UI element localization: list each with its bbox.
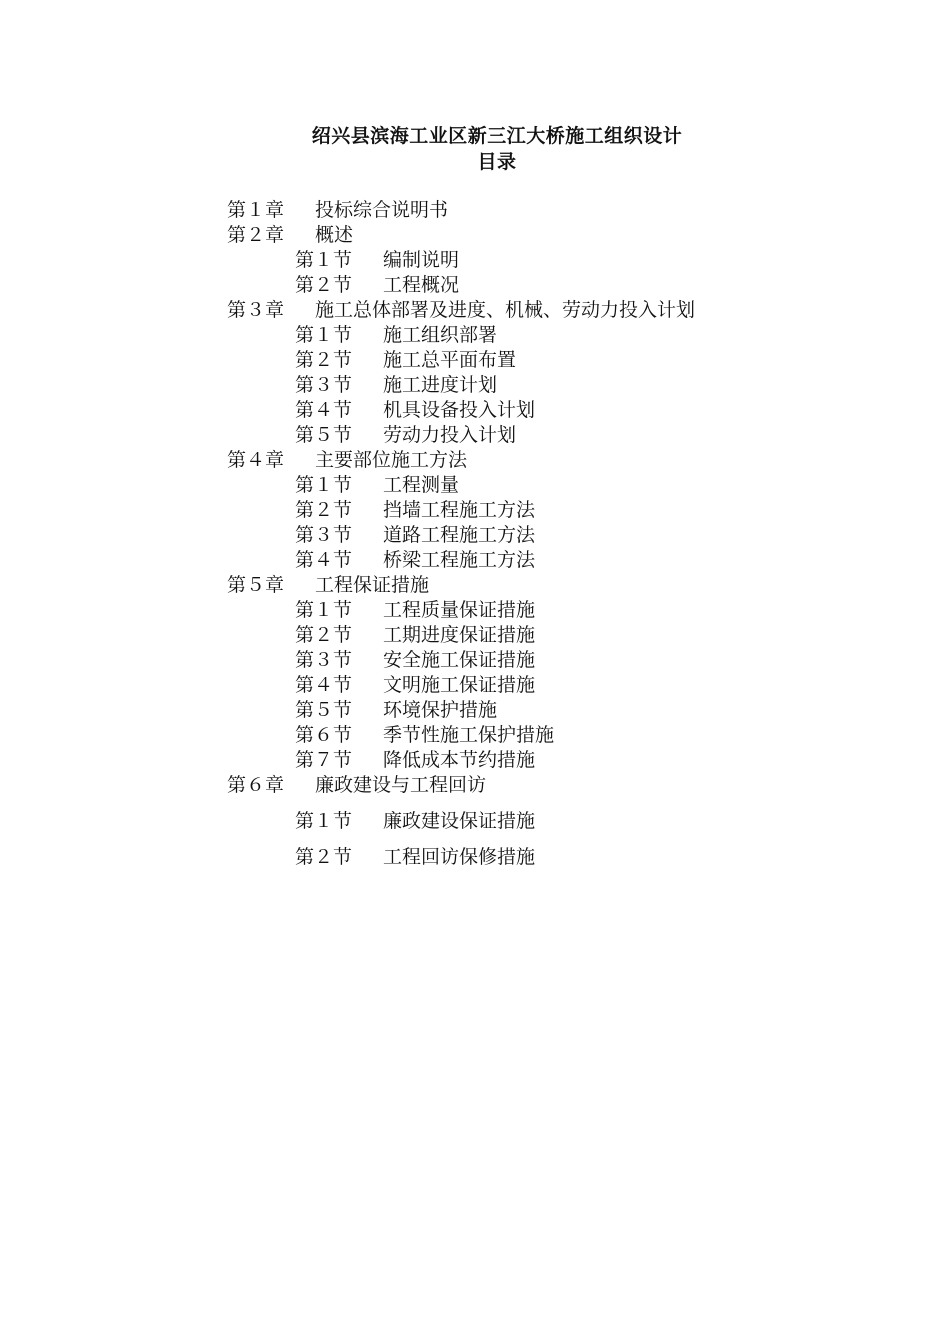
toc-entry-number: 第３节 [295,524,353,546]
toc-entry-title: 概述 [315,224,354,246]
toc-entry-title: 环境保护措施 [383,699,498,721]
toc-entry-number: 第１节 [295,324,353,346]
toc-section-entry [295,348,516,372]
toc-section-entry [295,523,535,547]
toc-entry-number: 第６节 [295,724,353,746]
toc-section-entry [295,423,516,447]
toc-section-entry [295,809,535,833]
toc-section-entry [295,748,535,772]
toc-section-entry [295,648,535,672]
toc-chapter-entry [227,573,429,597]
toc-entry-number: 第３节 [295,374,353,396]
toc-entry-number: 第１节 [295,474,353,496]
toc-entry-title: 编制说明 [383,249,460,271]
toc-entry-title: 工程回访保修措施 [383,846,536,868]
toc-heading: 目录 [477,151,517,173]
toc-section-entry [295,373,497,397]
toc-entry-number: 第５章 [227,574,285,596]
toc-entry-number: 第２节 [295,846,353,868]
toc-entry-title: 主要部位施工方法 [315,449,468,471]
toc-chapter-entry [227,298,695,322]
toc-entry-title: 施工总平面布置 [383,349,517,371]
toc-section-entry [295,248,459,272]
toc-chapter-entry [227,773,486,797]
toc-section-entry [295,323,497,347]
toc-entry-number: 第５节 [295,699,353,721]
toc-section-entry [295,473,459,497]
toc-entry-number: 第４节 [295,399,353,421]
toc-entry-title: 桥梁工程施工方法 [383,549,536,571]
toc-entry-title: 机具设备投入计划 [383,399,536,421]
toc-entry-number: 第４节 [295,549,353,571]
toc-entry-title: 降低成本节约措施 [383,749,536,771]
toc-entry-title: 工程质量保证措施 [383,599,536,621]
toc-chapter-entry [227,198,448,222]
toc-section-entry [295,673,535,697]
toc-entry-title: 道路工程施工方法 [383,524,536,546]
toc-section-entry [295,273,459,297]
toc-entry-number: 第７节 [295,749,353,771]
toc-entry-number: 第２节 [295,349,353,371]
toc-entry-title: 劳动力投入计划 [383,424,517,446]
toc-section-entry [295,623,535,647]
toc-entry-number: 第１节 [295,599,353,621]
toc-entry-number: 第１节 [295,249,353,271]
toc-entry-number: 第２节 [295,274,353,296]
toc-entry-number: 第３章 [227,299,285,321]
toc-entry-title: 挡墙工程施工方法 [383,499,536,521]
toc-entry-number: 第４节 [295,674,353,696]
toc-entry-title: 施工总体部署及进度、机械、劳动力投入计划 [315,299,696,321]
toc-entry-title: 廉政建设保证措施 [383,810,536,832]
toc-entry-number: 第２节 [295,499,353,521]
toc-section-entry [295,698,497,722]
toc-entry-number: 第１章 [227,199,285,221]
toc-entry-number: 第２章 [227,224,285,246]
toc-entry-title: 施工进度计划 [383,374,498,396]
toc-entry-number: 第４章 [227,449,285,471]
toc-entry-number: 第３节 [295,649,353,671]
toc-entry-title: 投标综合说明书 [315,199,449,221]
toc-section-entry [295,398,535,422]
toc-entry-number: 第５节 [295,424,353,446]
toc-chapter-entry [227,223,353,247]
toc-entry-title: 季节性施工保护措施 [383,724,555,746]
toc-entry-title: 廉政建设与工程回访 [315,774,487,796]
toc-entry-title: 工程测量 [383,474,460,496]
toc-section-entry [295,548,535,572]
toc-entry-title: 工程保证措施 [315,574,430,596]
toc-entry-title: 安全施工保证措施 [383,649,536,671]
toc-section-entry [295,598,535,622]
toc-section-entry [295,498,535,522]
toc-entry-number: 第２节 [295,624,353,646]
toc-entry-number: 第１节 [295,810,353,832]
toc-section-entry [295,723,554,747]
toc-chapter-entry [227,448,467,472]
document-title: 绍兴县滨海工业区新三江大桥施工组织设计 [311,125,683,147]
toc-section-entry [295,845,535,869]
toc-entry-title: 工期进度保证措施 [383,624,536,646]
toc-entry-title: 工程概况 [383,274,460,296]
toc-entry-title: 施工组织部署 [383,324,498,346]
toc-entry-number: 第６章 [227,774,285,796]
toc-entry-title: 文明施工保证措施 [383,674,536,696]
